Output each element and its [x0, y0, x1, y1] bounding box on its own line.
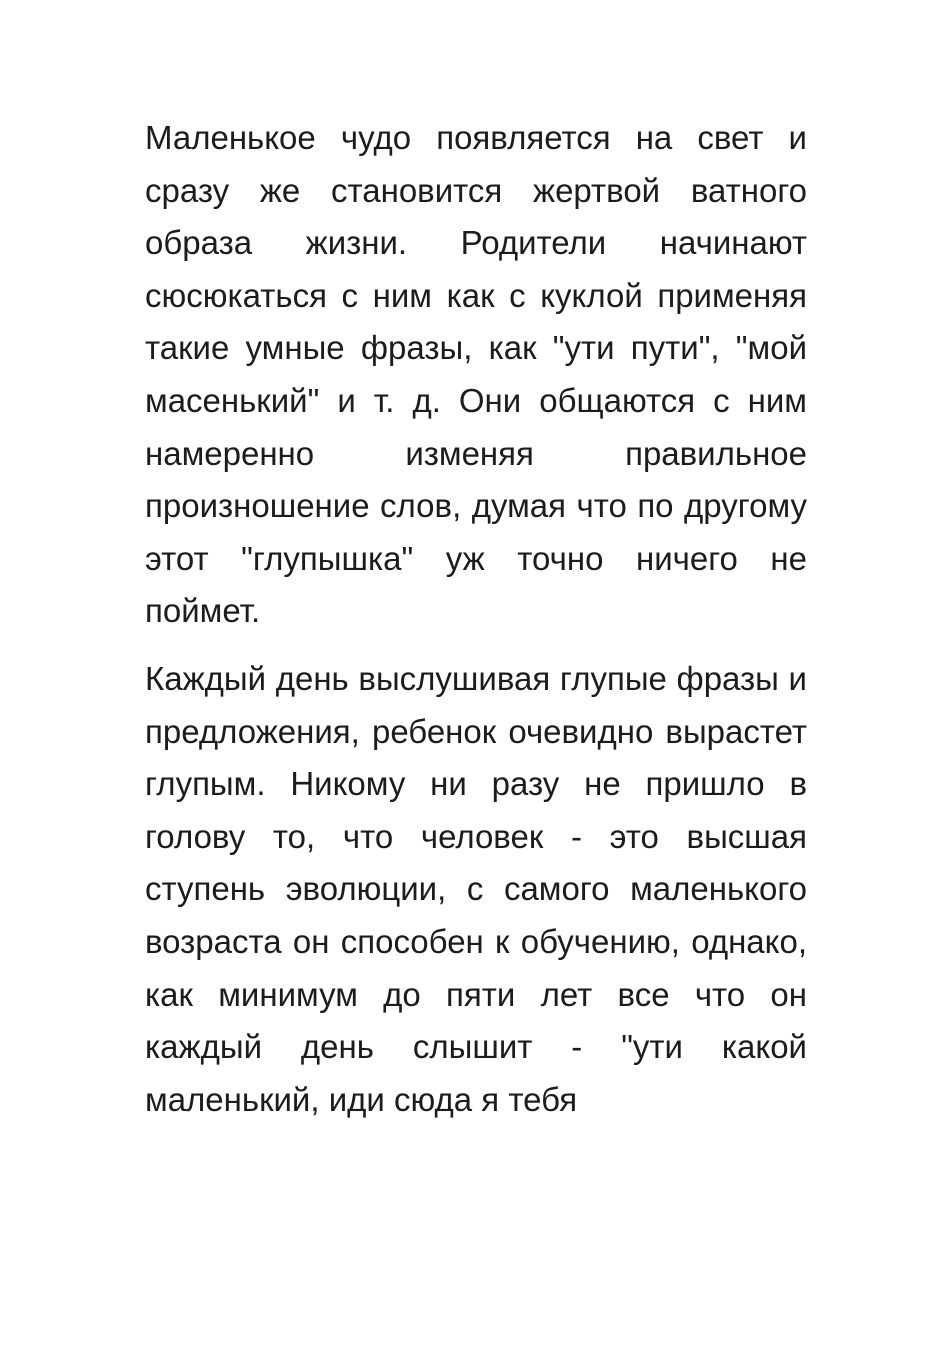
paragraph-2: Каждый день выслушивая глупые фразы и предложения, ребенок очевидно вырастет глупым. Никому ни разу не пришло в голову то, что человек - это высшая ступень эволюции, с самого маленького возраста он способен к обучению, однако, как минимум до пяти лет все что он каждый день слышит - "ути какой маленький, иди сюда я тебя — [145, 659, 807, 1118]
paragraph-1: Маленькое чудо появляется на свет и сразу же становится жертвой ватного образа жизни. Родители начинают сюсюкаться с ним как с куклой применяя такие умные фразы, как "ути пути", "мой масенький" и т. д. Они общаются с ним намеренно изменяя правильное произношение слов, думая что по другому этот "глупышка" уж точно ничего не поймет. — [145, 119, 807, 630]
body-text — [145, 112, 807, 1126]
